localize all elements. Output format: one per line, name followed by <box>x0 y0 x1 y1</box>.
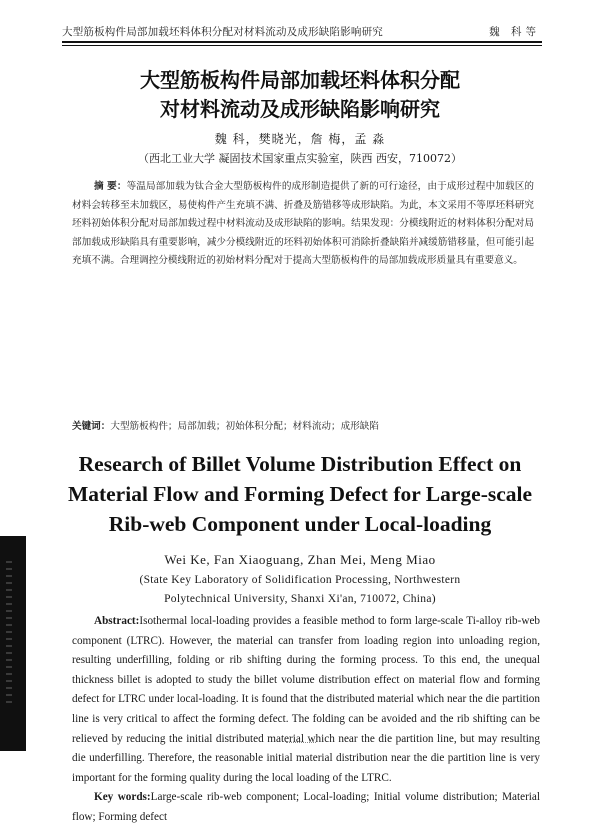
cn-abstract-label: 摘 要： <box>94 181 127 192</box>
cn-abstract <box>72 178 534 271</box>
cn-keywords-text: 大型筋板构件；局部加载；初始体积分配；材料流动；成形缺陷 <box>110 421 379 432</box>
header-rule-thin <box>62 45 542 46</box>
cn-abstract-text: 等温局部加载为钛合金大型筋板构件的成形制造提供了新的可行途径，由于成形过程中加载区的材料会转移至未加载区，易使构件产生充填不满、折叠及筋错移等成形缺陷。为此，本文采用不等厚坯料研究坯料初始体积分配对局部加载过程中材料流动及成形缺陷的影响。结果发现：分模线附近的材料体积分配对局部加载成形缺陷具有重要影响，减少分模线附近的坯料初始体积可消除折叠缺陷并减缓筋错移量，但可能引起充填不满。合理调控分模线附近的初始材料分配对于提高大型筋板构件的局部加载成形质量具有重要意义。 <box>72 181 534 267</box>
running-header-authors: 魏 科等 <box>489 26 540 38</box>
scan-binding-strip <box>0 536 26 751</box>
cn-title-line2: 对材料流动及成形缺陷影响研究 <box>160 97 440 121</box>
en-keywords-label: Key words: <box>94 791 151 804</box>
en-keywords-text: Large-scale rib-web component; Local-loading; Initial volume distribution; Material flow; Forming defect <box>72 791 540 823</box>
en-title-line3: Rib-web Component under Local-loading <box>108 512 492 536</box>
running-header <box>62 22 540 40</box>
cn-keywords-label: 关键词： <box>72 421 111 432</box>
en-abstract-text: Isothermal local-loading provides a feasible method to form large-scale Ti-alloy rib-web component (LTRC). However, the material can transfer from loading region into unloading region, resulting underfilling, folding or rib shifting during the forming process. To this end, the unequal thickness billet is adopted to study the billet volume distribution effect on material flow and forming defect for LTRC under local-loading. It is found that the distributed material which near the die partition line is very critical to affect the forming defect. The folding can be avoided and the rib shifting can be relieved by reducing the initial distributed material which near the die partition line, but may resulting die underfilling. Therefore, the reasonable initial material distribution near the die partition line is very important for the forming quality during the local loading of the LTRC. <box>72 615 540 784</box>
en-title-line1: Research of Billet Volume Distribution Effect on <box>78 452 522 476</box>
en-affiliation-line1: (State Key Laboratory of Solidification Processing, Northwestern <box>139 574 461 586</box>
running-header-title: 大型筋板构件局部加载坯料体积分配对材料流动及成形缺陷影响研究 <box>62 26 383 38</box>
cn-keywords <box>72 418 534 432</box>
en-affiliation-line2: Polytechnical University, Shanxi Xi'an, 710072, China) <box>164 593 436 605</box>
en-title-line2: Material Flow and Forming Defect for Large-scale <box>67 482 533 506</box>
en-abstract-label: Abstract: <box>94 615 140 627</box>
header-rule <box>62 41 542 43</box>
cn-affiliation: （西北工业大学 凝固技术国家重点实验室，陕西 西安，710072） <box>138 152 462 165</box>
en-authors: Wei Ke, Fan Xiaoguang, Zhan Mei, Meng Miao <box>164 552 436 567</box>
cn-title-line1: 大型筋板构件局部加载坯料体积分配 <box>140 68 460 92</box>
cn-authors: 魏 科，樊晓光，詹 梅，孟 淼 <box>214 132 386 146</box>
en-abstract <box>72 612 540 828</box>
page-footer-mark <box>286 742 316 745</box>
